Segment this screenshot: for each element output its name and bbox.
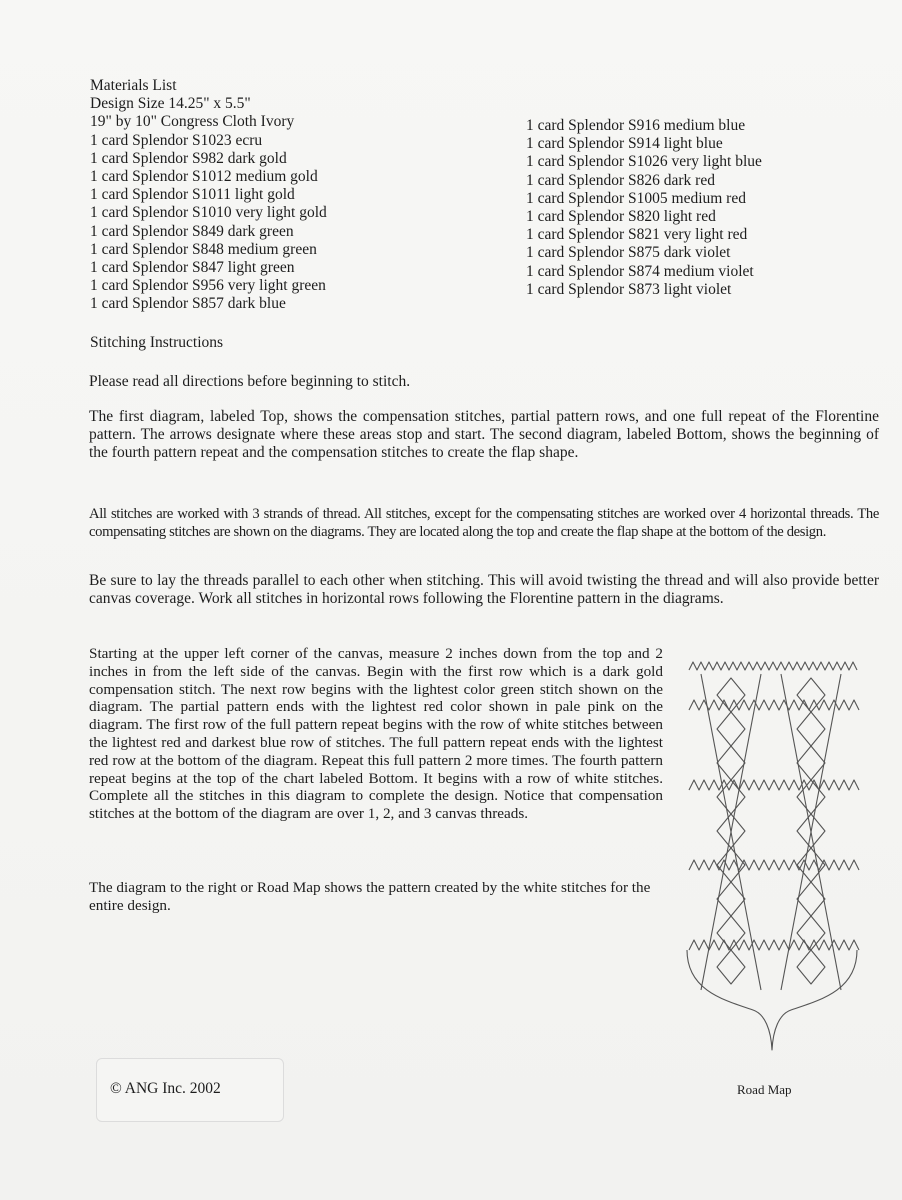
material-line: 1 card Splendor S857 dark blue bbox=[90, 295, 286, 313]
road-map-diamond bbox=[717, 950, 745, 984]
material-line: 1 card Splendor S873 light violet bbox=[526, 280, 732, 298]
road-map-diamond bbox=[717, 712, 745, 746]
material-line: 1 card Splendor S826 dark red bbox=[526, 171, 715, 189]
materials-list-left bbox=[90, 77, 490, 314]
material-line: 1 card Splendor S914 light blue bbox=[526, 135, 723, 153]
road-map-diamond bbox=[717, 882, 745, 916]
first-diagram-paragraph: The first diagram, labeled Top, shows the compensation stitches, partial pattern rows, and one full repeat of the Florentine pattern. The arrows designate where these areas stop and start. The second diagram, labeled Bottom, shows the beginning of the fourth pattern repeat and the compensation stitches to create the flap shape. bbox=[89, 408, 879, 462]
road-map-diagram bbox=[683, 650, 861, 1068]
material-line: 1 card Splendor S848 medium green bbox=[90, 240, 317, 258]
material-line: 1 card Splendor S820 light red bbox=[526, 208, 716, 226]
material-line: Design Size 14.25" x 5.5" bbox=[90, 95, 251, 113]
road-map-diamond bbox=[717, 746, 745, 780]
copyright-text: © ANG Inc. 2002 bbox=[110, 1080, 221, 1097]
material-line: 1 card Splendor S874 medium violet bbox=[526, 262, 754, 280]
road-map-zigzag-band bbox=[689, 700, 859, 710]
material-line: 19" by 10" Congress Cloth Ivory bbox=[90, 113, 295, 131]
road-map-diamond bbox=[797, 712, 825, 746]
material-line: 1 card Splendor S1005 medium red bbox=[526, 189, 746, 207]
material-line: 1 card Splendor S847 light green bbox=[90, 259, 295, 277]
stitching-instructions-heading: Stitching Instructions bbox=[90, 334, 224, 351]
road-map-diamond bbox=[797, 882, 825, 916]
starting-paragraph: Starting at the upper left corner of the canvas, measure 2 inches down from the top and 2 inches in from the left side of the canvas. Begin with the first row which is a dark gold compensation stitch. The next row begins with the lightest color green stitch shown on the diagram. The partial pattern ends with the lightest red color shown in pale pink on the diagram. The first row of the full pattern repeat begins with the row of white stitches between the lightest red and darkest blue row of stitches. The full pattern repeat ends with the lightest red row at the bottom of the diagram. Repeat this full pattern 2 more times. The fourth pattern repeat begins at the top of the chart labeled Bottom. It begins with a row of white stitches. Complete all the stitches in this diagram to complete the design. Notice that compensation stitches at the bottom of the diagram are over 1, 2, and 3 canvas threads. bbox=[89, 645, 663, 823]
lay-threads-paragraph: Be sure to lay the threads parallel to each other when stitching. This will avoid twisting the thread and will also provide better canvas coverage. Work all stitches in horizontal rows following the Florentine pattern in the diagrams. bbox=[89, 572, 879, 608]
all-stitches-paragraph: All stitches are worked with 3 strands of thread. All stitches, except for the compensating stitches are worked over 4 horizontal threads. The compensating stitches are shown on the diagrams. They are located along the top and create the flap shape at the bottom of the design. bbox=[89, 506, 879, 541]
read-directions-paragraph: Please read all directions before beginning to stitch. bbox=[89, 373, 411, 390]
road-map-zigzag-top bbox=[689, 662, 857, 670]
road-map-flap-outline bbox=[687, 950, 857, 1050]
material-line: 1 card Splendor S1012 medium gold bbox=[90, 168, 318, 186]
material-line: 1 card Splendor S956 very light green bbox=[90, 277, 326, 295]
material-line: Materials List bbox=[90, 77, 177, 94]
road-map-label: Road Map bbox=[737, 1082, 792, 1097]
material-line: 1 card Splendor S849 dark green bbox=[90, 222, 294, 240]
road-map-zigzag-band bbox=[689, 780, 859, 790]
material-line: 1 card Splendor S1026 very light blue bbox=[526, 153, 762, 171]
road-map-paragraph: The diagram to the right or Road Map shows the pattern created by the white stitches for the entire design. bbox=[89, 879, 651, 914]
material-line: 1 card Splendor S916 medium blue bbox=[526, 117, 746, 134]
road-map-diamond bbox=[797, 950, 825, 984]
road-map-zigzag-band bbox=[689, 860, 859, 870]
material-line: 1 card Splendor S1010 very light gold bbox=[90, 204, 327, 222]
road-map-diamond bbox=[797, 746, 825, 780]
material-line: 1 card Splendor S821 very light red bbox=[526, 226, 748, 244]
material-line: 1 card Splendor S1023 ecru bbox=[90, 131, 263, 149]
materials-list-right bbox=[526, 117, 866, 299]
material-line: 1 card Splendor S875 dark violet bbox=[526, 244, 731, 262]
material-line: 1 card Splendor S1011 light gold bbox=[90, 186, 295, 204]
material-line: 1 card Splendor S982 dark gold bbox=[90, 149, 287, 167]
